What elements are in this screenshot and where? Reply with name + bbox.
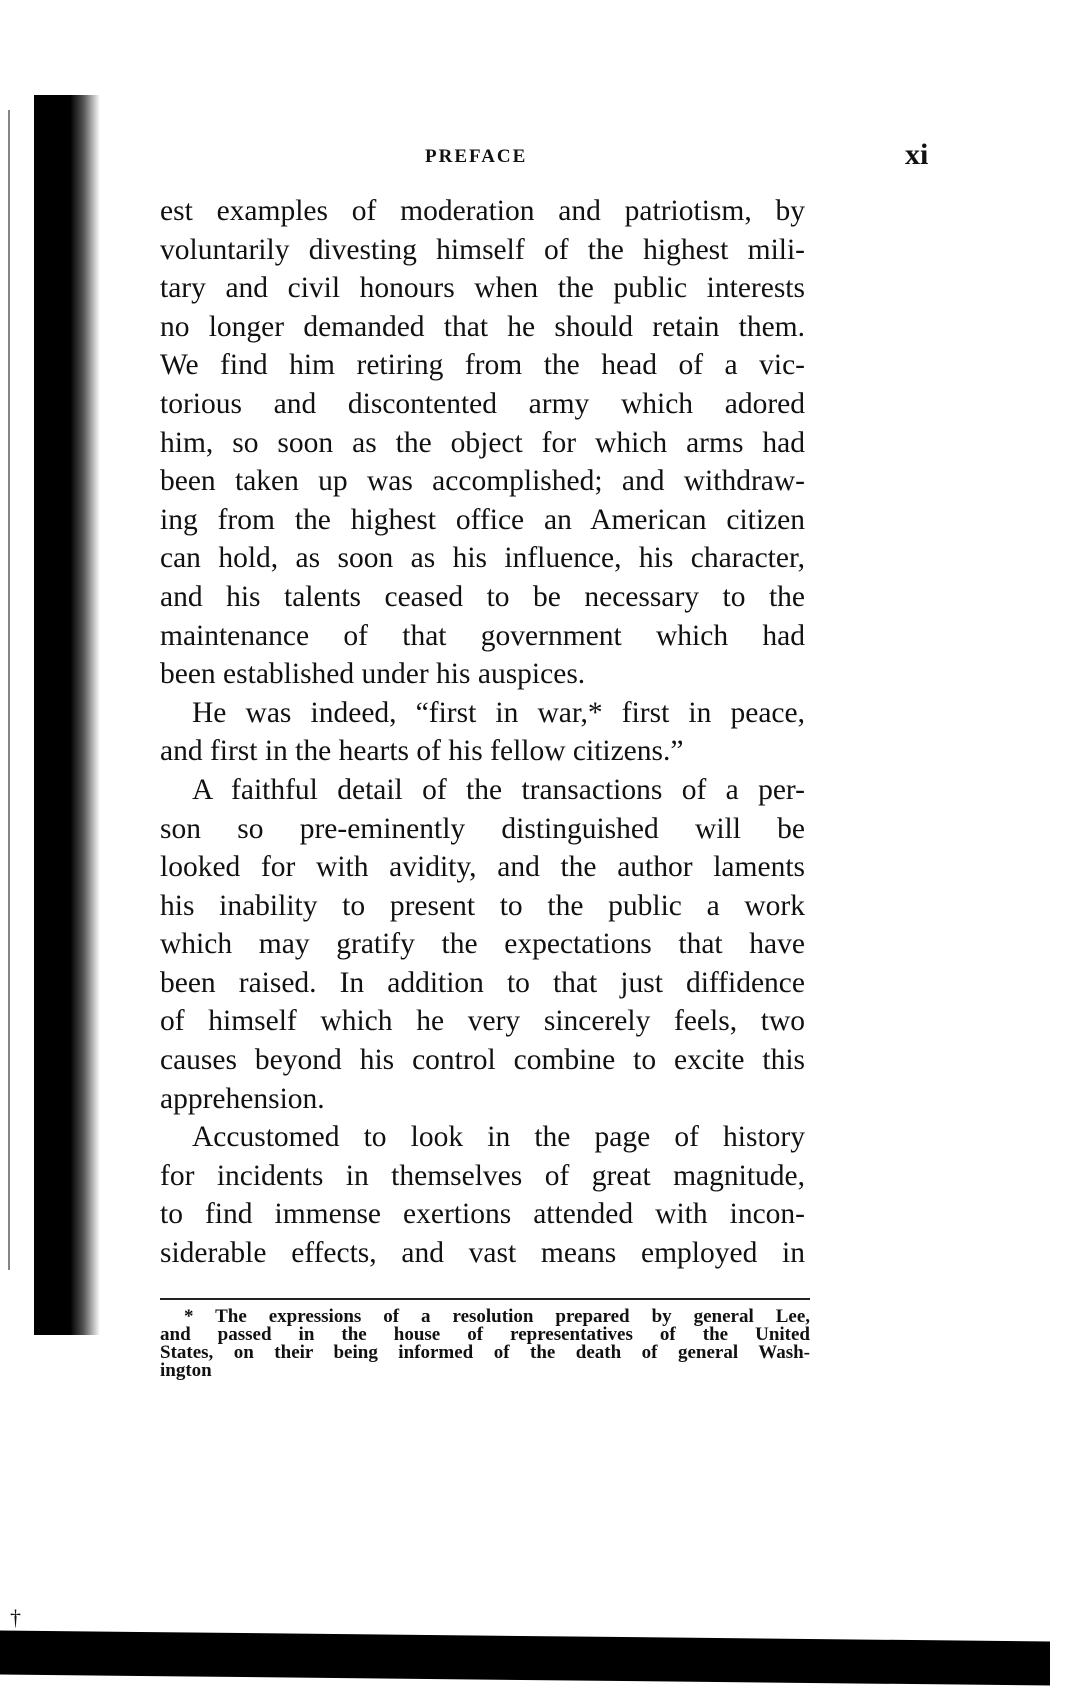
text-line: which may gratify the expectations that have xyxy=(160,928,805,961)
text-line: torious and discontented army which adored xyxy=(160,387,805,420)
footnote-line: States, on their being informed of the death of general Wash- xyxy=(160,1342,810,1363)
text-line: been raised. In addition to that just diffidence xyxy=(160,966,805,999)
text-line: him, so soon as the object for which arms had xyxy=(160,426,805,459)
text-line: his inability to present to the public a work xyxy=(160,889,805,922)
text-line: ing from the highest office an American citizen xyxy=(160,503,805,536)
text-line: been established under his auspices. xyxy=(160,658,586,691)
text-line: Accustomed to look in the page of history xyxy=(192,1121,805,1154)
text-line: and his talents ceased to be necessary to the xyxy=(160,580,805,613)
page-edge-shadow xyxy=(8,110,10,1270)
text-line: apprehension. xyxy=(160,1082,325,1115)
page-header xyxy=(160,138,940,180)
page-number: xi xyxy=(905,138,929,171)
text-line: of himself which he very sincerely feels, two xyxy=(160,1005,805,1038)
footnote-line: and passed in the house of representatives of the United xyxy=(160,1324,810,1345)
footnote-line: * The expressions of a resolution prepared by general Lee, xyxy=(184,1306,810,1327)
text-line: maintenance of that government which had xyxy=(160,619,805,652)
footnote-line: ington xyxy=(160,1360,212,1381)
binding-shadow xyxy=(34,95,100,1335)
text-line: tary and civil honours when the public interests xyxy=(160,272,805,305)
running-title: PREFACE xyxy=(425,146,528,167)
text-line: no longer demanded that he should retain them. xyxy=(160,310,805,343)
text-line: looked for with avidity, and the author laments xyxy=(160,851,805,884)
text-line: voluntarily divesting himself of the highest mili- xyxy=(160,233,805,266)
footnote xyxy=(160,1308,810,1380)
body-text xyxy=(160,192,805,1273)
text-line: He was indeed, “first in war,* first in peace, xyxy=(192,696,805,729)
text-line: can hold, as soon as his influence, his character, xyxy=(160,542,805,575)
text-line: son so pre-eminently distinguished will be xyxy=(160,812,805,845)
text-line: to find immense exertions attended with incon- xyxy=(160,1198,805,1231)
text-line: causes beyond his control combine to excite this xyxy=(160,1044,805,1077)
margin-mark: † xyxy=(10,1605,21,1630)
text-line: A faithful detail of the transactions of a per- xyxy=(192,773,805,806)
text-line: est examples of moderation and patriotism, by xyxy=(160,195,805,227)
text-line: We find him retiring from the head of a vic- xyxy=(160,349,805,382)
scan-bottom-shadow xyxy=(0,1631,1050,1686)
text-line: siderable effects, and vast means employed in xyxy=(160,1237,805,1270)
text-line: for incidents in themselves of great magnitude, xyxy=(160,1159,805,1192)
text-line: been taken up was accomplished; and withdraw- xyxy=(160,465,805,498)
footnote-rule xyxy=(160,1298,810,1300)
text-line: and first in the hearts of his fellow citizens.” xyxy=(160,735,684,768)
